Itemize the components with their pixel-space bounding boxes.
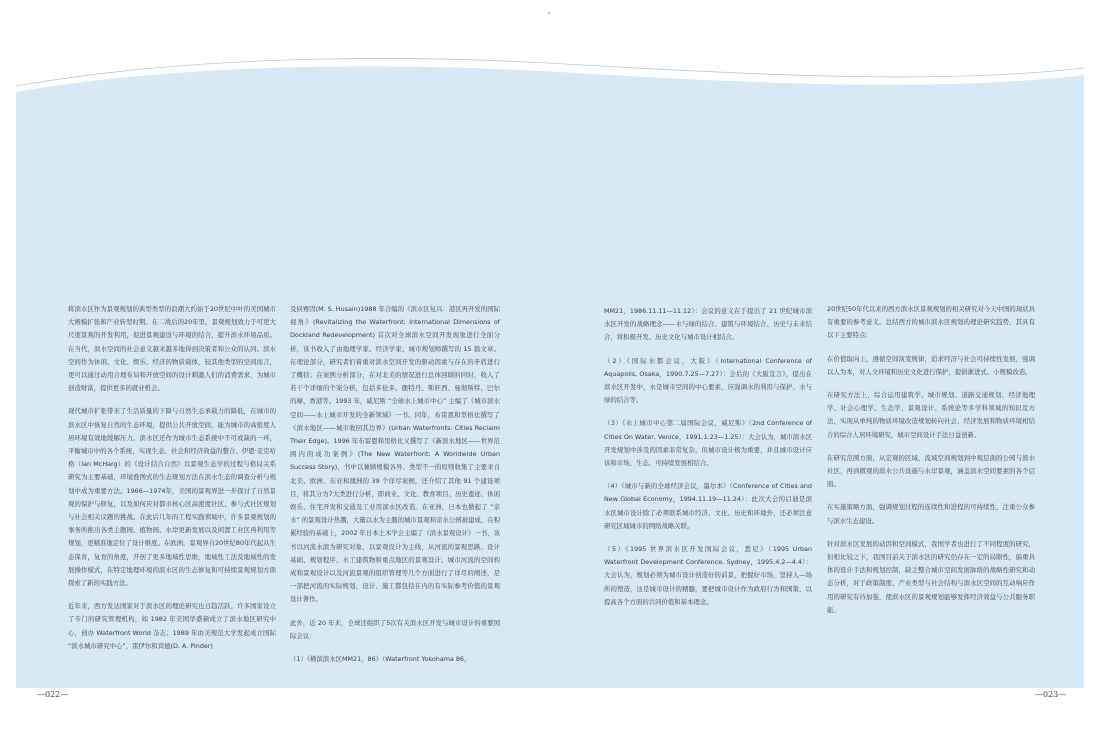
- crop-mark: [548, 12, 550, 14]
- paragraph: 及侯赛因(M. S. Husain)1988 年合编的《滨水区复兴：港区再开发的国际视角》(Revitalizing the Waterfront: International Dimensions of Dockland Redevelopment) 首次对全球滨水空间开发现象进行全面分析，该书收入了由地理学家、经济学家、城市规划师撰写的 15 篇文章。在理论部分，研究者们着重对滨水空间开发的驱动因素与存在的矛盾进行了概括；在案例分析部分，在对北美的情况进行总体回顾的同时，收入了若干个详细的个案分析，包括多伦多、鹿特丹、斯旺西、曼彻斯特、巴尔的摩、香港等。1993 年，威尼斯 “全球水上城市中心” 主编了《城市滨水空间——水上城市开发的全新领域》一书。同年，布雷恩和里格比撰写了《滨水地区——城市收回其边界》(Urban Waterfronts: Cities Reclaim Their Edge)。1996 年布雷恩和里格比又撰写了《新滨水地区——世界范围内的成功案例》(The New Waterfront: A Worldwide Urban Success Story)，书中以兼顾规模各异、类型不一的原则收集了主要来自北美、欧洲、东亚和澳洲的 39 个详尽案例，还介绍了其他 91 个建设项目，将其分为7大类进行分析，即商业、文化、教育项目、历史遗迹、休闲娱乐、住宅开发和交通及工业用滨水区改造。在亚洲，日本也掀起了 “亲水” 的景观设计热潮，大量以水为主题的城市景观和亲水公园被建成，在积累经验的基础上，2002 年日本土木学会主编了《滨水景观设计》一书，该书以河流水滨为研究对象，以景观设计为主线，从河流的景观思路、设计基础、规划程序、水工建筑物和重点地区的景观设计、城市河流的空间构成和景观设计以及河流景观的组织管理等几个方面进行了详尽的阐述，是一部把河流的实际规划、设计、施工都包括在内的有实际参考价值的景观设计著作。: [290, 305, 501, 604]
- paragraph: 在实施策略方面，强调规划过程的连续性和进程的可持续性，注重公众参与滨水生态建设。: [827, 503, 1035, 525]
- paragraph: （5）《1995 世界滨水区开发国际会议，悉尼》（1995 Urban Waterfront Development Conference, Sydney，1995.4.2—4.4）：大会认为，规划必须为城市设计创造好的前景，把握好市场，坚持人—场所的塑造，这是城市设计的精髓，要把城市设计作为政府行为和国策，以提高各个方面的共同价值和基本理念。: [604, 545, 812, 606]
- paragraph: 将滨水区作为景观规划的典型类型的浪潮大约始于20世纪中叶的美国城市大规模扩张和产业转型时期。在二战后的20年里，景观规划致力于可更大尺度景观的开发利用，促进景观建设与环境的结合，提升滨水环境品质。在当代，滨水空间的社会意义越来越多地得到决策者和公众的认同。滨水空间作为休闲、文化、娱乐、经济的物质载体，较其他类型的空间而言，更可以通过动用合理布局和开放空间的设计刺激人们的消费需求，为城市创造财富，提供更多的就业机会。: [68, 305, 276, 393]
- paragraph: （2）《国际水都会议，大阪》（International Conference of Aquapolis, Osaka，1990.7.25—7.27）：会后的《大阪宣言》，提出在滨水区开发中，水是城市空间的中心要素，应强调水的利用与保护、水与绿的结合等。: [604, 356, 812, 405]
- page-number-value: 022: [45, 690, 61, 699]
- page-number-value: 023: [1043, 690, 1059, 699]
- paragraph: 现代城市扩张带来了生活质量的下降与自然生态承载力的降低，在城市的滨水区中恢复自然的生态环境，提供公共开放空间，能为城市的高密度人居环境有效地缓解压力。滨水区还作为城市生态系统中不可或缺的一环，平衡城市中的各个系统，实现生态、社会和经济效益的整合。伊恩·麦克哈格（Ian McHarg）的《设计结合自然》以景观生态学的过程与格局关系研究为主要基础，环境叠图式的生态规划方法在滨水生态的调查分析与规划中成为重要方法。1966—1974年，美国的景观界进一步探讨了自然景观的保护与修复，以及如何应对都市核心区高密度社区、参与式社区规划与社会相关议题的挑战。在此后几年的工程实践领域中，许多景观规划的事务所推出各类主题园、植物园、水岸更新发展以及闲置工业区再利用等规划，更精准地定位了设计维度。在欧洲，景观界自20世纪80年代起从生态保育，复育的角度，开创了更多地域性思维，地域性工法及地域性的发展操作模式，在特定地理环境的滨水区的生态修复和可持续景观规划方面探索了新的实践方法。: [68, 407, 276, 588]
- column-1: [68, 303, 276, 663]
- paragraph: 此外，近 20 年来，全球还组织了5次有关滨水区开发与城市设计的重要国际会议：: [290, 618, 500, 640]
- column-3: [604, 305, 812, 619]
- paragraph: 20世纪50年代以来的西方滨水区景观规划的相关研究对今天中国的现状具有重要的参考意义。总结西方的城市滨水区规划的理论研究趋势，其具有以下主要特点：: [827, 305, 1035, 340]
- paragraph: 近年来，西方发达国家对于滨水区的理论研究也日趋活跃。许多国家设立了专门的研究管理机构，如 1982 年美国华盛顿成立了滨水地区研究中心，创办 Waterfront World 杂志；1989 年由美规范大学发起成立国际 “滨水城市研究中心”，雷伊尔和宾德(D. A. Pinder): [68, 602, 276, 650]
- column-2: [290, 303, 500, 676]
- column-4: [827, 303, 1035, 627]
- paragraph: （3）《水上城市中心第二届国际会议，威尼斯》（2nd Conference of Cities On Water, Venice，1991.1.23—1.25）：大会认为，城市滨水区开发规划中涉及的因素非常复杂，但城市设计极为重要，并且城市设计应该和市场、生态、可持续发展相结合。: [604, 419, 812, 468]
- paragraph: 针对滨水区发展的动因和空间模式，我国学者也进行了不同程度的研究，但相比较之下，我国目前关于滨水区的研究仍存在一定的局限性，偏重具体的设计手法和规划控制，缺乏整合城市空间发展脉络的战略性研究和动态分析，对于政策制度、产业类型与社会结构与滨水区空间的互动响应作用的研究有待加强，使滨水区的景观规划能够发挥经济效益与公共服务职能。: [827, 539, 1035, 614]
- paragraph: MM21，1986.11.11—11.12）：会议的意义在于提出了 21 世纪城市滨水区开发的战略理念——水与绿的结合、建筑与环境结合、历史与未来结合，将积极开发、历史文化与城市设计相结合。: [604, 307, 812, 342]
- page-number-left: —022—: [37, 690, 69, 699]
- paragraph: 在研究范围方面，从宏观的区域、流域空间规划到中观层面的公园与滨水社区，再到微观的滨水公共设施与水岸景观，涵盖滨水空间要素的各个层面。: [827, 453, 1035, 489]
- paragraph: 在研究方法上，综合运用建筑学、城市规划、道路交通规划、经济地理学、社会心理学、生态学、景观设计、系统论等多学科领域的知识及方法，实现从单纯的物质环境改造规划转向社会、经济发展和物质环境相结合的综合人居环境研究，城市空间设计手法日益创新。: [827, 391, 1035, 439]
- paragraph: （1）《横滨滨水区MM21，86》（Waterfront Yokohama 86，: [290, 655, 471, 664]
- paragraph: （4）《城市与新的全球经济会议，墨尔本》（Conference of Cities and New Global Economy，1994.11.19—11.24）：此次大会的启迪是滨水区城市设计除了必须联系城市经济、文化、历史和环境外，还必须注意研究区域城市的网络战略关联。: [604, 482, 812, 530]
- paragraph: 在价值取向上，遵循空间演变规律，追求经济与社会可持续性发展，强调以人为本，对人文环境和历史文化进行保护，提倡渐进式、小规模改造。: [827, 354, 1035, 376]
- page-number-right: —023—: [1035, 690, 1067, 699]
